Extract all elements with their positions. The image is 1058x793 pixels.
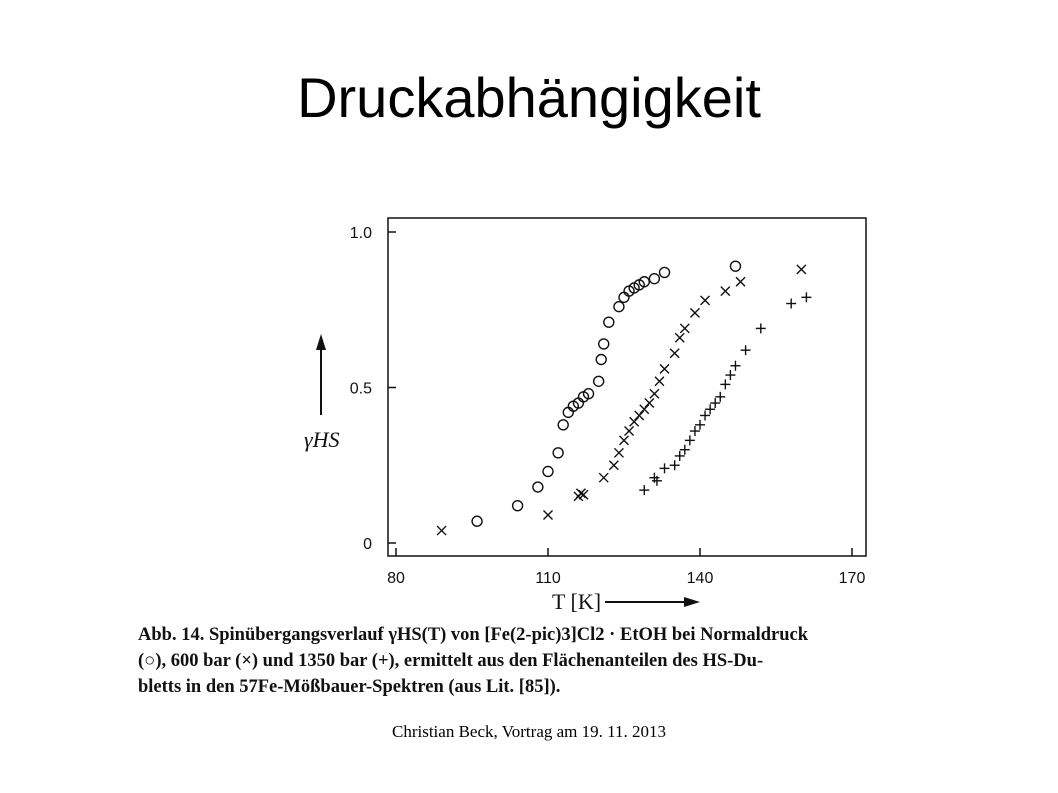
data-point-cross — [655, 377, 664, 386]
data-point-plus — [695, 420, 705, 430]
data-point-plus — [675, 451, 685, 461]
x-axis-label: T [K] — [552, 589, 602, 614]
data-point-cross — [599, 473, 608, 482]
data-point-cross — [675, 333, 684, 342]
data-point-cross — [635, 411, 644, 420]
data-point-plus — [730, 361, 740, 371]
data-point-circle — [533, 482, 543, 492]
data-point-plus — [690, 426, 700, 436]
figure-caption — [138, 622, 878, 700]
data-point-cross — [650, 389, 659, 398]
data-point-plus — [715, 392, 725, 402]
data-point-plus — [801, 292, 811, 302]
data-point-plus — [725, 370, 735, 380]
data-point-plus — [685, 435, 695, 445]
data-point-cross — [797, 265, 806, 274]
data-point-plus — [639, 485, 649, 495]
data-point-cross — [620, 436, 629, 445]
data-point-cross — [640, 405, 649, 414]
data-point-cross — [701, 296, 710, 305]
series-circle — [472, 261, 740, 526]
data-point-plus — [741, 345, 751, 355]
caption-line-1: Abb. 14. Spinübergangsverlauf γHS(T) von [Fe(2-pic)3]Cl2 · EtOH bei Normaldruck — [138, 625, 809, 645]
data-point-circle — [614, 302, 624, 312]
data-point-plus — [720, 379, 730, 389]
data-point-plus — [705, 404, 715, 414]
data-point-circle — [543, 466, 553, 476]
data-point-cross — [630, 417, 639, 426]
data-point-circle — [596, 355, 606, 365]
data-point-cross — [645, 399, 654, 408]
data-point-plus — [710, 398, 720, 408]
data-point-cross — [609, 461, 618, 470]
x-axis-arrow — [605, 597, 700, 607]
y-axis-arrow — [316, 334, 326, 415]
x-tick-label: 140 — [686, 570, 714, 587]
data-point-cross — [721, 287, 730, 296]
data-point-circle — [619, 292, 629, 302]
slide-title: Druckabhängigkeit — [297, 66, 761, 129]
data-point-plus — [756, 323, 766, 333]
x-tick-label: 170 — [838, 570, 866, 587]
x-tick-label: 80 — [387, 570, 405, 587]
data-point-plus — [680, 445, 690, 455]
data-point-plus — [660, 463, 670, 473]
data-point-circle — [730, 261, 740, 271]
data-point-cross — [670, 349, 679, 358]
data-point-cross — [736, 277, 745, 286]
y-tick-label: 0 — [363, 536, 372, 553]
data-point-circle — [553, 448, 563, 458]
data-point-cross — [625, 427, 634, 436]
data-point-cross — [680, 324, 689, 333]
data-point-circle — [563, 407, 573, 417]
y-tick-label: 1.0 — [349, 225, 372, 242]
x-ticks — [387, 548, 865, 587]
y-tick-label: 0.5 — [349, 380, 372, 398]
data-point-circle — [513, 501, 523, 511]
x-tick-label: 110 — [535, 570, 561, 587]
series-plus — [639, 292, 811, 495]
data-point-cross — [614, 448, 623, 457]
data-point-cross — [437, 526, 446, 535]
data-point-cross — [660, 364, 669, 373]
y-axis-label: γHS — [304, 427, 340, 452]
data-point-circle — [649, 274, 659, 284]
data-point-circle — [599, 339, 609, 349]
data-point-plus — [700, 410, 710, 420]
data-point-cross — [690, 308, 699, 317]
plot-frame — [388, 218, 866, 556]
series-cross — [437, 265, 806, 535]
data-point-cross — [544, 511, 553, 520]
data-point-circle — [604, 317, 614, 327]
caption-line-2: (○), 600 bar (×) und 1350 bar (+), ermittelt aus den Flächenanteilen des HS-Du- — [138, 651, 764, 671]
data-point-circle — [472, 516, 482, 526]
slide-footer: Christian Beck, Vortrag am 19. 11. 2013 — [391, 722, 667, 741]
data-point-plus — [670, 460, 680, 470]
data-point-circle — [594, 376, 604, 386]
data-point-circle — [660, 267, 670, 277]
data-point-plus — [786, 299, 796, 309]
caption-line-3: bletts in den 57Fe-Mößbauer-Spektren (aus Lit. [85]). — [138, 677, 561, 697]
y-ticks — [350, 225, 396, 553]
data-point-circle — [558, 420, 568, 430]
data-points — [437, 261, 811, 535]
